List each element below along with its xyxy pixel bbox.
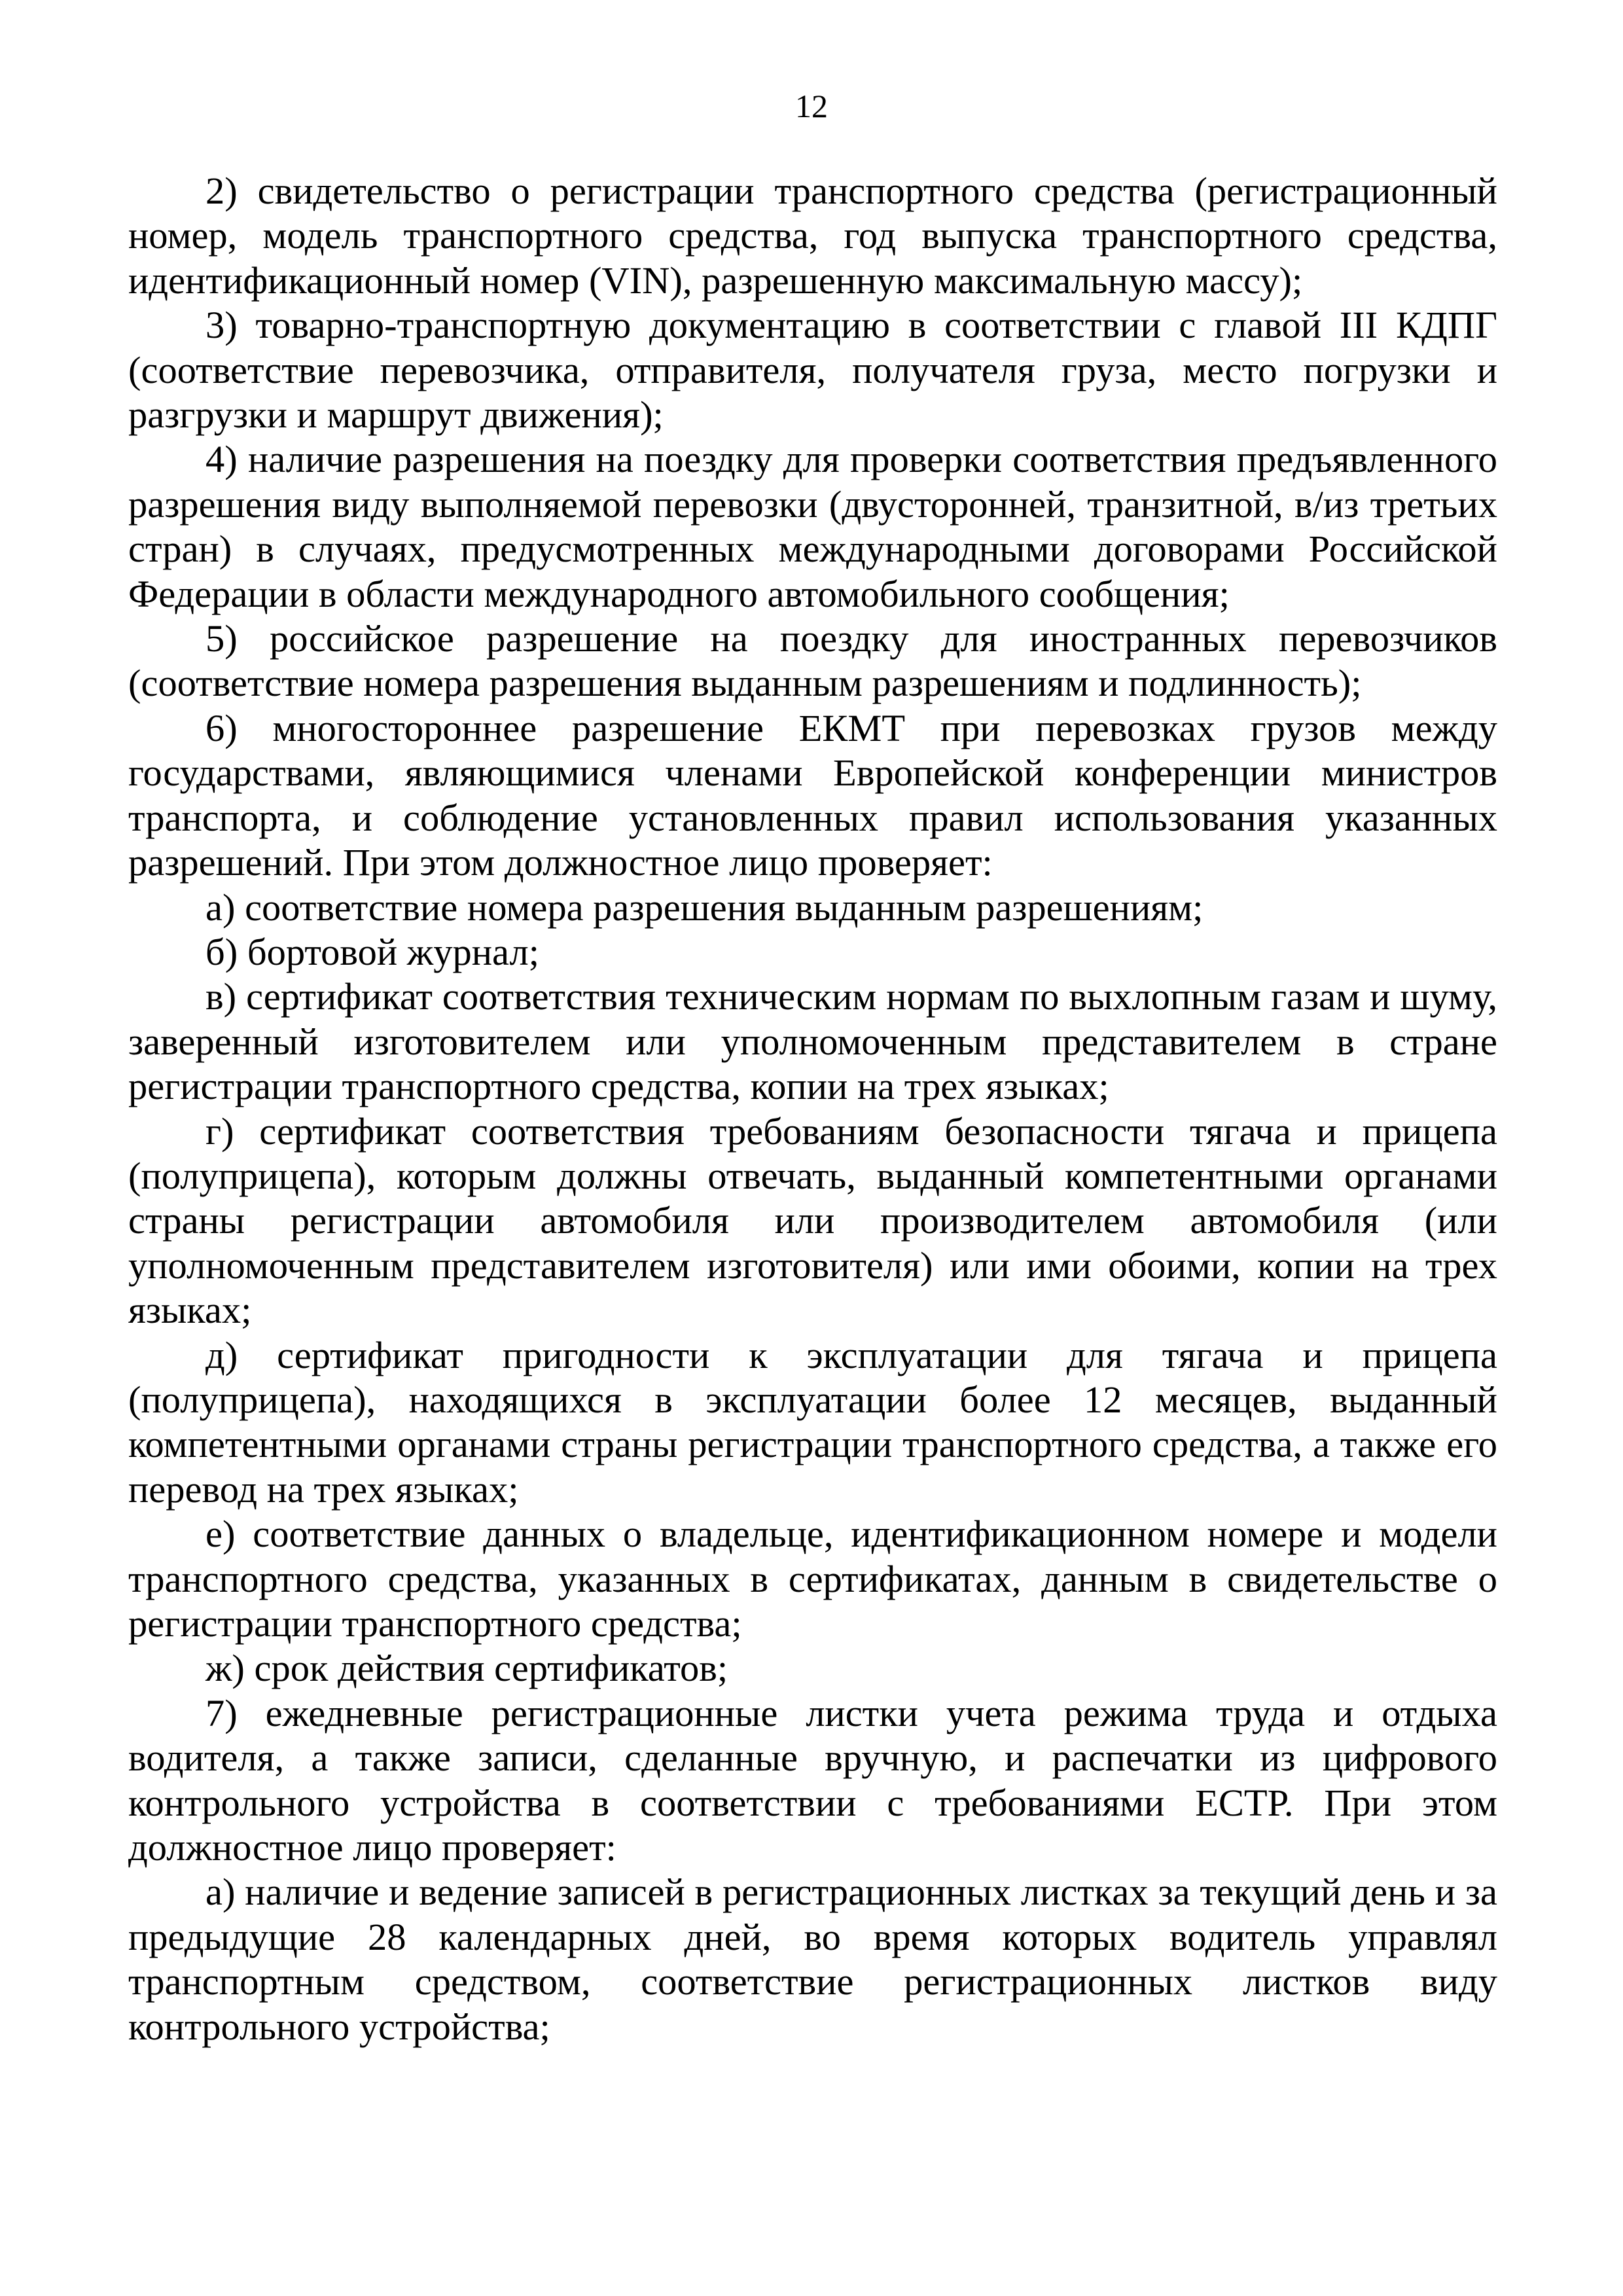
item-4-trip-permit: 4) наличие разрешения на поездку для проверки соответствия предъявленного разрешения виду выполняемой перевозки (двусторонней, транзитной, в/из третьих стран) в случаях, предусмотренных международными договорами Российской Федерации в области международного автомобильного сообщения; (128, 438, 1497, 615)
item-5-russian-permit: 5) российское разрешение на поездку для иностранных перевозчиков (соответствие номера разрешения выданным разрешениям и подлинность); (128, 617, 1497, 705)
subitem-a-permit-number: а) соответствие номера разрешения выданным разрешениям; (205, 886, 1204, 929)
item-3-transport-documents: 3) товарно-транспортную документацию в соответствии с главой III КДПГ (соответствие перевозчика, отправителя, получателя груза, место погрузки и разгрузки и маршрут движения); (128, 304, 1497, 437)
item-2-registration-certificate: 2) свидетельство о регистрации транспортного средства (регистрационный номер, модель транспортного средства, год выпуска транспортного средства, идентификационный номер (VIN), разрешенную максимальную массу); (128, 170, 1497, 302)
subitem-v-emission-certificate: в) сертификат соответствия техническим нормам по выхлопным газам и шуму, заверенный изготовителем или уполномоченным представителем в стране регистрации транспортного средства, копии на трех языках; (128, 975, 1497, 1108)
subitem-e-owner-data: е) соответствие данных о владельце, идентификационном номере и модели транспортного средства, указанных в сертификатах, данным в свидетельстве о регистрации транспортного средства; (128, 1513, 1497, 1645)
page-number: 12 (795, 88, 828, 124)
subitem-a-record-keeping: а) наличие и ведение записей в регистрационных листках за текущий день и за предыдущие 28 календарных дней, во время которых водитель управлял транспортным средством, соответствие регистрационных листков виду контрольного устройства; (128, 1871, 1497, 2048)
subitem-g-safety-certificate: г) сертификат соответствия требованиям безопасности тягача и прицепа (полуприцепа), которым должны отвечать, выданный компетентными органами страны регистрации автомобиля или производителем автомобиля (или уполномоченным представителем изготовителя) или ими обоими, копии на трех языках; (128, 1109, 1497, 1332)
item-7-tachograph-records: 7) ежедневные регистрационные листки учета режима труда и отдыха водителя, а также записи, сделанные вручную, и распечатки из цифрового контрольного устройства в соответствии с требованиями ЕСТР. При этом должностное лицо проверяет: (128, 1691, 1497, 1869)
item-6-ecmt-permit: 6) многостороннее разрешение ЕКМТ при перевозках грузов между государствами, являющимися членами Европейской конференции министров транспорта, и соблюдение установленных правил использования указанных разрешений. При этом должностное лицо проверяет: (128, 706, 1497, 884)
subitem-d-roadworthiness-certificate: д) сертификат пригодности к эксплуатации для тягача и прицепа (полуприцепа), находящихся в эксплуатации более 12 месяцев, выданный компетентными органами страны регистрации транспортного средства, а также его перевод на трех языках; (128, 1333, 1497, 1511)
subitem-zh-certificate-validity: ж) срок действия сертификатов; (205, 1647, 728, 1690)
subitem-b-logbook: б) бортовой журнал; (205, 930, 539, 973)
document-body (128, 169, 1497, 2049)
